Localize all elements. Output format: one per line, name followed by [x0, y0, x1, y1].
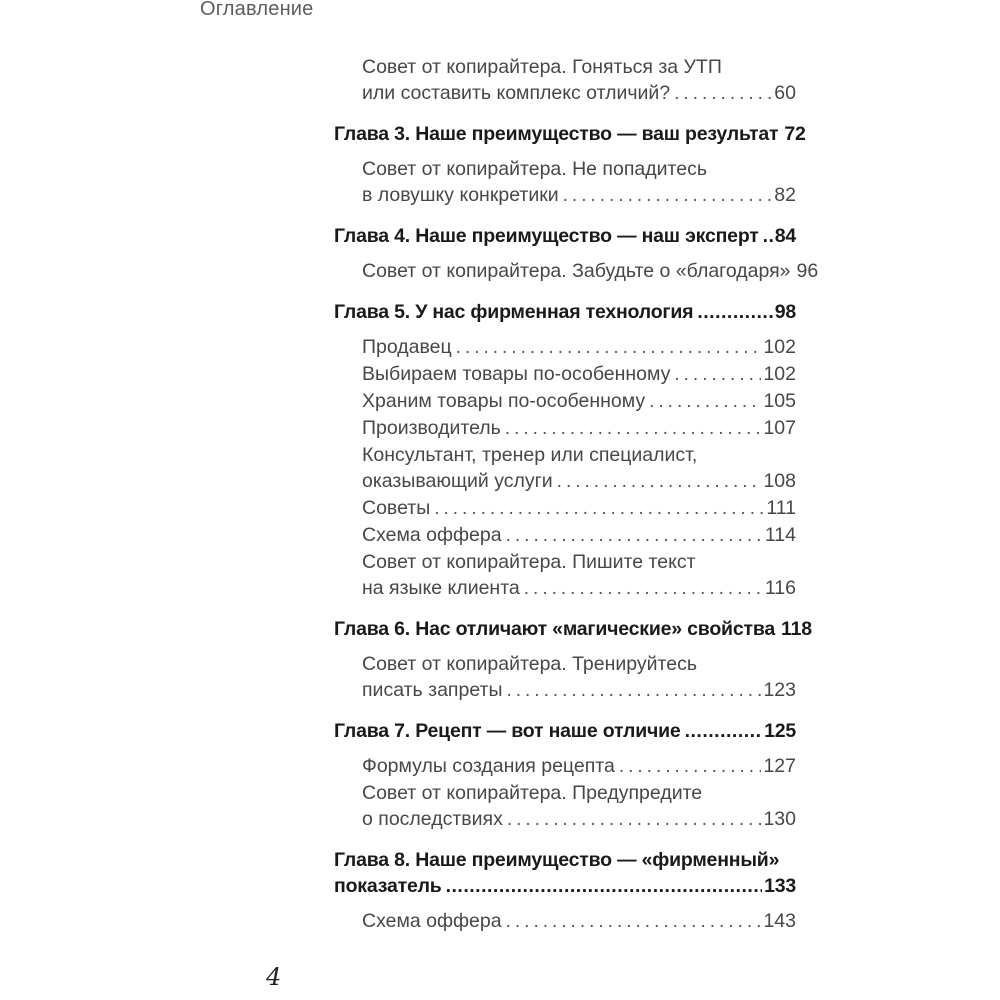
dot-leader — [456, 334, 762, 361]
toc-chapter-entry — [334, 847, 796, 899]
toc-entry-title: Глава 8. Наше преимущество — «фирменный» — [334, 849, 780, 871]
toc-entry-line — [334, 223, 796, 249]
toc-page-number: 82 — [774, 184, 796, 206]
toc-entry-line — [334, 616, 812, 642]
dot-leader — [649, 388, 761, 415]
dot-leader — [505, 415, 762, 442]
toc-sub-entry — [334, 442, 796, 495]
toc-chapter-entry — [334, 223, 796, 249]
toc-sub-entry — [334, 156, 796, 209]
toc-entry-title: Совет от копирайтера. Не попадитесь — [362, 158, 707, 180]
toc-entry-line — [334, 121, 806, 147]
toc-entry-line — [362, 54, 796, 80]
toc-sub-entry — [334, 908, 796, 935]
toc-entry-title: о последствиях — [362, 808, 503, 830]
dot-leader — [524, 575, 763, 602]
toc-page-number: 123 — [763, 679, 796, 701]
toc-entry-line — [362, 549, 796, 575]
dot-leader — [507, 806, 762, 833]
toc-entry-title: Глава 4. Наше преимущество — наш эксперт — [334, 225, 759, 247]
toc-sub-entry — [334, 549, 796, 602]
dot-leader — [506, 677, 761, 704]
toc-page-number: 125 — [764, 720, 796, 742]
toc-sub-entry — [334, 753, 796, 780]
toc-entry-line — [362, 415, 796, 442]
toc-entry-line — [362, 677, 796, 704]
toc-entry-line — [362, 522, 796, 549]
dot-leader — [674, 80, 772, 107]
toc-page-number: 108 — [763, 470, 796, 492]
toc-entry-title: Глава 6. Нас отличают «магические» свойства — [334, 618, 775, 640]
toc-entry-title: Глава 7. Рецепт — вот наше отличие — [334, 720, 681, 742]
toc-entry-title: Глава 3. Наше преимущество — ваш результат — [334, 123, 779, 145]
toc-entry-line — [362, 334, 796, 361]
toc-page-number: 143 — [763, 910, 796, 932]
toc-page-number: 84 — [774, 225, 796, 247]
toc-entry-line — [334, 847, 796, 873]
toc-page-number: 107 — [763, 417, 796, 439]
toc-entry-title: Совет от копирайтера. Тренируйтесь — [362, 653, 697, 675]
toc-entry-line — [362, 156, 796, 182]
dot-leader — [506, 522, 763, 549]
toc-page-number: 116 — [764, 577, 796, 599]
toc-sub-entry — [334, 651, 796, 704]
dot-leader — [446, 873, 762, 899]
toc-entry-line — [362, 753, 796, 780]
toc-entry-line — [362, 388, 796, 415]
toc-sub-entry — [334, 361, 796, 388]
toc-page-number: 98 — [774, 301, 796, 323]
toc-sub-entry — [334, 388, 796, 415]
toc-entry-title: Храним товары по-особенному — [362, 390, 646, 412]
toc-entry-line — [362, 80, 796, 107]
toc-sub-entry — [334, 334, 796, 361]
toc-chapter-entry — [334, 299, 796, 325]
page-number: 4 — [266, 963, 282, 991]
toc-entry-title: писать запреты — [362, 679, 503, 701]
toc-sub-entry — [334, 495, 796, 522]
toc-entry-title: Совет от копирайтера. Забудьте о «благодаря» — [362, 260, 791, 282]
toc-chapter-entry — [334, 718, 796, 744]
dot-leader — [619, 753, 762, 780]
toc-sub-entry — [334, 522, 796, 549]
dot-leader — [506, 908, 762, 935]
toc-entry-title: Совет от копирайтера. Предупредите — [362, 782, 703, 804]
toc-sub-entry — [334, 415, 796, 442]
toc-entry-title: Продавец — [362, 336, 452, 358]
toc-entry-title: Консультант, тренер или специалист, — [362, 444, 698, 466]
running-header: Оглавление — [200, 0, 314, 20]
toc-chapter-entry — [334, 616, 812, 642]
toc-entry-line — [334, 873, 796, 899]
toc-page-number: 127 — [763, 755, 796, 777]
toc-page-number: 118 — [781, 618, 812, 640]
toc-entry-line — [362, 651, 796, 677]
toc-sub-entry — [334, 258, 819, 285]
dot-leader — [685, 718, 763, 744]
toc-page-number: 133 — [764, 875, 796, 897]
toc-entry-title: Производитель — [362, 417, 501, 439]
toc-page-number: 111 — [766, 497, 796, 519]
toc-chapter-entry — [334, 121, 806, 147]
dot-leader — [697, 299, 772, 325]
toc-entry-title: или составить комплекс отличий? — [362, 82, 671, 104]
dot-leader — [434, 495, 764, 522]
toc-entry-line — [362, 182, 796, 209]
toc-entry-title: в ловушку конкретики — [362, 184, 559, 206]
toc-list — [334, 54, 819, 935]
toc-sub-entry — [334, 54, 796, 107]
toc-page-number: 102 — [763, 363, 796, 385]
toc-entry-title: Схема оффера — [362, 524, 502, 546]
toc-page-number: 105 — [763, 390, 796, 412]
toc-entry-line — [362, 495, 796, 522]
toc-entry-line — [362, 361, 796, 388]
toc-page-number: 96 — [796, 260, 819, 282]
toc-entry-line — [362, 908, 796, 935]
toc-page-number: 72 — [784, 123, 806, 145]
toc-entry-line — [362, 575, 796, 602]
toc-entry-line — [362, 780, 796, 806]
toc-entry-line — [362, 468, 796, 495]
toc-entry-line — [334, 299, 796, 325]
toc-entry-title: Формулы создания рецепта — [362, 755, 615, 777]
toc-page-number: 102 — [763, 336, 796, 358]
toc-entry-title: Совет от копирайтера. Гоняться за УТП — [362, 56, 722, 78]
toc-sub-entry — [334, 780, 796, 833]
toc-entry-title: Выбираем товары по-особенному — [362, 363, 671, 385]
toc-entry-title: Совет от копирайтера. Пишите текст — [362, 551, 696, 573]
toc-entry-line — [334, 718, 796, 744]
dot-leader — [557, 468, 762, 495]
toc-page-number: 60 — [774, 82, 796, 104]
toc-entry-title: Советы — [362, 497, 431, 519]
toc-page-number: 114 — [764, 524, 796, 546]
dot-leader — [563, 182, 773, 209]
toc-entry-title: показатель — [334, 875, 442, 897]
dot-leader — [763, 223, 773, 249]
toc-entry-line — [362, 258, 819, 285]
toc-entry-line — [362, 442, 796, 468]
toc-entry-title: на языке клиента — [362, 577, 520, 599]
toc-entry-title: Глава 5. У нас фирменная технология — [334, 301, 694, 323]
toc-entry-title: Схема оффера — [362, 910, 502, 932]
toc-page-number: 130 — [763, 808, 796, 830]
toc-entry-line — [362, 806, 796, 833]
dot-leader — [674, 361, 761, 388]
toc-entry-title: оказывающий услуги — [362, 470, 553, 492]
